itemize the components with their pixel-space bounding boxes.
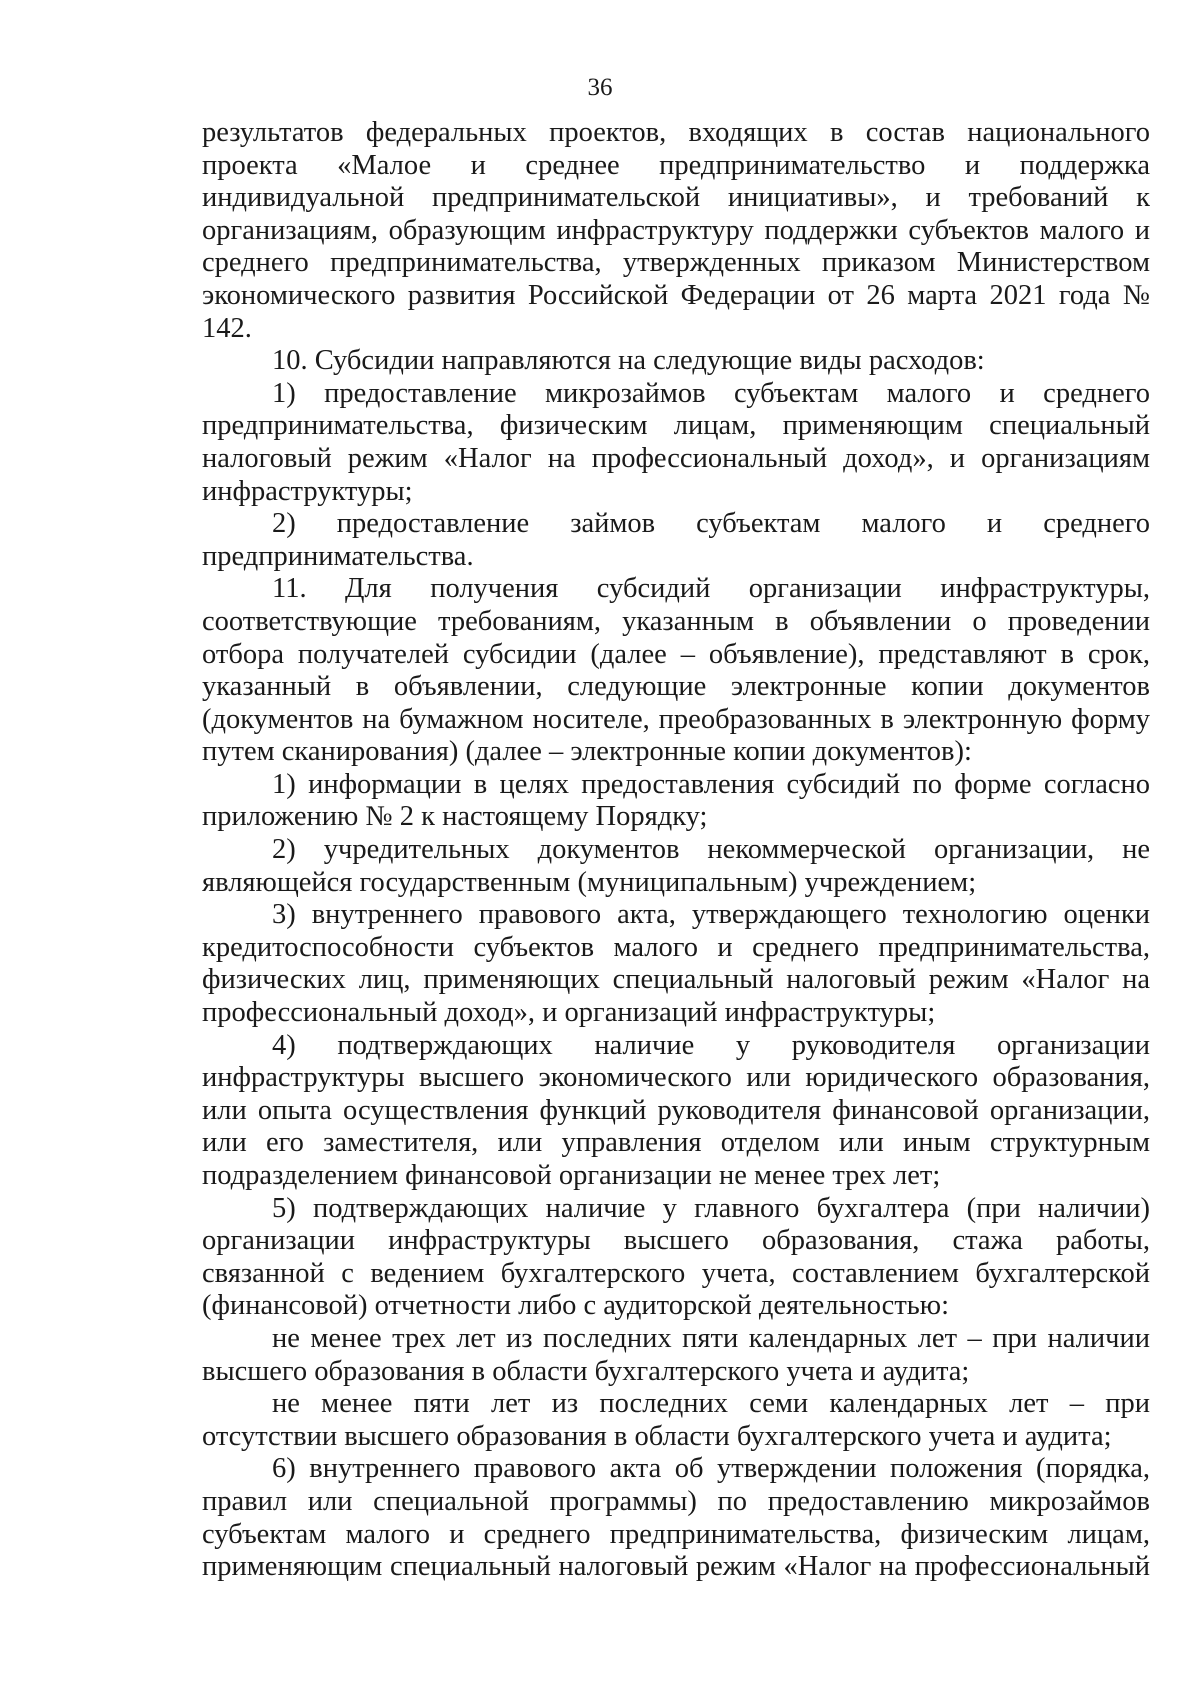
paragraph: 2) предоставление займов субъектам малого и среднего предпринимательства.	[202, 508, 1150, 572]
paragraph: 10. Субсидии направляются на следующие виды расходов:	[272, 345, 985, 377]
paragraph: не менее пяти лет из последних семи календарных лет – при отсутствии высшего образования в области бухгалтерского учета и аудита;	[202, 1388, 1150, 1452]
paragraph: 2) учредительных документов некоммерческой организации, не являющейся государственным (муниципальным) учреждением;	[202, 834, 1150, 898]
paragraph: 1) информации в целях предоставления субсидий по форме согласно приложению № 2 к настоящему Порядку;	[202, 768, 1150, 833]
document-body	[202, 117, 1150, 1584]
paragraph: 1) предоставление микрозаймов субъектам малого и среднего предпринимательства, физическим лицам, применяющим специальный налоговый режим «Налог на профессиональный доход», и организациям инфраструктуры;	[202, 377, 1150, 507]
paragraph: 3) внутреннего правового акта, утверждающего технологию оценки кредитоспособности субъектов малого и среднего предпринимательства, физических лиц, применяющих специальный налоговый режим «Налог на профессиональный доход», и организаций инфраструктуры;	[202, 899, 1150, 1029]
paragraph: 11. Для получения субсидий организации инфраструктуры, соответствующие требованиям, указанным в объявлении о проведении отбора получателей субсидии (далее – объявление), представляют в срок, указанный в объявлении, следующие электронные копии документов (документов на бумажном носителе, преобразованных в электронную форму путем сканирования) (далее – электронные копии документов):	[202, 573, 1150, 768]
paragraph: не менее трех лет из последних пяти календарных лет – при наличии высшего образования в области бухгалтерского учета и аудита;	[202, 1322, 1150, 1387]
paragraph: 5) подтверждающих наличие у главного бухгалтера (при наличии) организации инфраструктуры высшего образования, стажа работы, связанной с ведением бухгалтерского учета, составлением бухгалтерской (финансовой) отчетности либо с аудиторской деятельностью:	[202, 1192, 1150, 1322]
paragraph: 4) подтверждающих наличие у руководителя организации инфраструктуры высшего экономического или юридического образования, или опыта осуществления функций руководителя финансовой организации, или его заместителя, или управления отделом или иным структурным подразделением финансовой организации не менее трех лет;	[202, 1029, 1150, 1191]
paragraph: результатов федеральных проектов, входящих в состав национального проекта «Малое и среднее предпринимательство и поддержка индивидуальной предпринимательской инициативы», и требований к организациям, образующим инфраструктуру поддержки субъектов малого и среднего предпринимательства, утвержденных приказом Министерством экономического развития Российской Федерации от 26 марта 2021 года № 142.	[202, 117, 1150, 344]
paragraph: 6) внутреннего правового акта об утверждении положения (порядка, правил или специальной программы) по предоставлению микрозаймов субъектам малого и среднего предпринимательства, физическим лицам, применяющим специальный налоговый режим «Налог на профессиональный	[202, 1453, 1150, 1583]
page-number: 36	[587, 74, 613, 101]
